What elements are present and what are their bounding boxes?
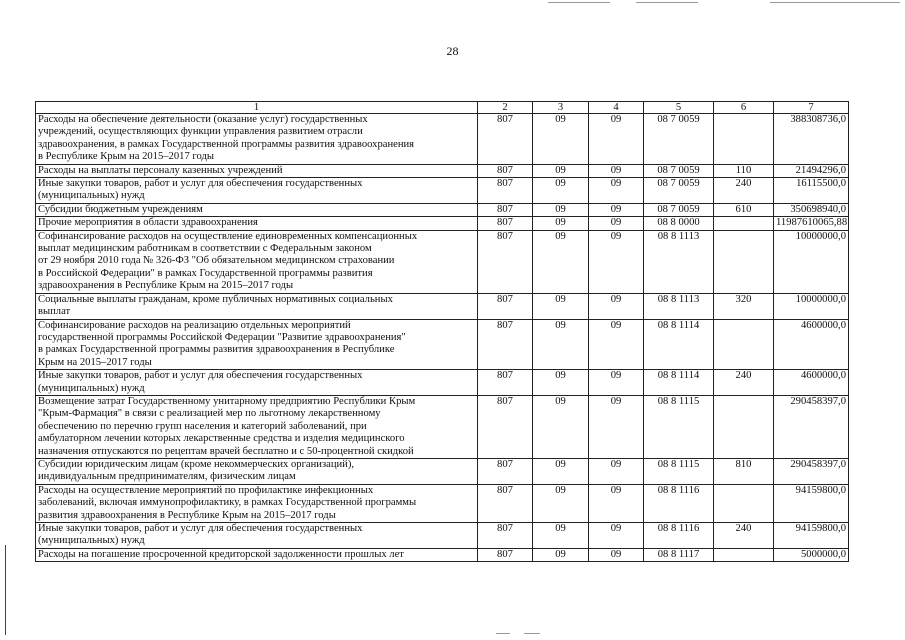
amount-cell: 21494296,0 <box>774 164 849 177</box>
target-article-cell: 08 8 1114 <box>644 370 714 396</box>
description-line: Социальные выплаты гражданам, кроме публичных нормативных социальных <box>38 293 393 305</box>
table-row <box>36 370 849 396</box>
expense-type-cell <box>714 548 774 561</box>
subsection-code-cell: 09 <box>589 484 644 522</box>
row-description <box>36 370 478 396</box>
section-code-cell: 09 <box>533 458 589 484</box>
section-code-cell: 09 <box>533 319 589 370</box>
expense-type-cell <box>714 484 774 522</box>
expense-type-cell: 810 <box>714 458 774 484</box>
table-row <box>36 178 849 204</box>
header-cell: 4 <box>589 102 644 114</box>
target-article-cell: 08 7 0059 <box>644 203 714 216</box>
row-description <box>36 319 478 370</box>
section-code-cell: 09 <box>533 293 589 319</box>
description-line: здравоохранения в Республике Крым на 2015–2017 годы <box>38 280 294 292</box>
description-line: назначения отпускаются по рецептам врачей бесплатно и с 50-процентной скидкой <box>38 445 414 457</box>
description-line: "Крым-Фармация" в связи с реализацией мер по льготному лекарственному <box>38 408 381 420</box>
table-row <box>36 203 849 216</box>
section-code-cell: 09 <box>533 484 589 522</box>
grbs-code-cell: 807 <box>478 395 533 458</box>
description-line: выплат <box>38 306 71 318</box>
header-cell: 6 <box>714 102 774 114</box>
amount-cell: 350698940,0 <box>774 203 849 216</box>
scan-left-mark <box>5 545 6 635</box>
table-row <box>36 523 849 549</box>
amount-cell: 290458397,0 <box>774 458 849 484</box>
section-code-cell: 09 <box>533 114 589 165</box>
section-code-cell: 09 <box>533 164 589 177</box>
page-number: 28 <box>446 44 459 58</box>
description-line: в Российской Федерации" в рамках Государственной программы развития <box>38 267 373 279</box>
description-line: Расходы на выплаты персоналу казенных учреждений <box>38 164 283 176</box>
target-article-cell: 08 8 1115 <box>644 458 714 484</box>
grbs-code-cell: 807 <box>478 164 533 177</box>
expense-type-cell <box>714 319 774 370</box>
expense-type-cell <box>714 395 774 458</box>
budget-table-body <box>36 102 849 562</box>
target-article-cell: 08 8 1116 <box>644 523 714 549</box>
description-line: (муниципальных) нужд <box>38 535 145 547</box>
table-row <box>36 548 849 561</box>
subsection-code-cell: 09 <box>589 217 644 230</box>
description-line: Возмещение затрат Государственному унитарному предприятию Республики Крым <box>38 395 416 407</box>
grbs-code-cell: 807 <box>478 484 533 522</box>
subsection-code-cell: 09 <box>589 523 644 549</box>
amount-cell: 10000000,0 <box>774 230 849 293</box>
grbs-code-cell: 807 <box>478 203 533 216</box>
header-cell: 2 <box>478 102 533 114</box>
amount-cell: 4600000,0 <box>774 370 849 396</box>
expense-type-cell <box>714 114 774 165</box>
description-line: Расходы на погашение просроченной кредиторской задолженности прошлых лет <box>38 548 404 560</box>
row-description <box>36 395 478 458</box>
section-code-cell: 09 <box>533 217 589 230</box>
target-article-cell: 08 7 0059 <box>644 164 714 177</box>
description-line: обеспечению по перечню групп населения и категорий заболеваний, при <box>38 420 367 432</box>
scan-top-rule <box>770 2 900 3</box>
description-line: выплат медицинским работникам в соответствии с Федеральным законом <box>38 243 372 255</box>
subsection-code-cell: 09 <box>589 114 644 165</box>
section-code-cell: 09 <box>533 230 589 293</box>
scan-bottom-rule <box>524 633 540 634</box>
grbs-code-cell: 807 <box>478 114 533 165</box>
section-code-cell: 09 <box>533 178 589 204</box>
description-line: от 29 ноября 2010 года № 326-ФЗ "Об обязательном медицинском страховании <box>38 255 395 267</box>
header-cell: 7 <box>774 102 849 114</box>
target-article-cell: 08 8 1117 <box>644 548 714 561</box>
table-row <box>36 217 849 230</box>
description-line: Иные закупки товаров, работ и услуг для обеспечения государственных <box>38 523 363 534</box>
subsection-code-cell: 09 <box>589 230 644 293</box>
section-code-cell: 09 <box>533 548 589 561</box>
description-line: учреждений, осуществляющих функции управления развитием отрасли <box>38 126 363 138</box>
table-header-row <box>36 102 849 114</box>
subsection-code-cell: 09 <box>589 319 644 370</box>
description-line: развития здравоохранения в Республике Крым на 2015–2017 годы <box>38 509 336 521</box>
amount-cell: 11987610065,88 <box>774 217 849 230</box>
target-article-cell: 08 8 1116 <box>644 484 714 522</box>
grbs-code-cell: 807 <box>478 217 533 230</box>
subsection-code-cell: 09 <box>589 548 644 561</box>
description-line: Софинансирование расходов на осуществление единовременных компенсационных <box>38 230 418 242</box>
row-description <box>36 458 478 484</box>
description-line: Прочие мероприятия в области здравоохранения <box>38 217 258 229</box>
table-row <box>36 458 849 484</box>
row-description <box>36 164 478 177</box>
description-line: Иные закупки товаров, работ и услуг для обеспечения государственных <box>38 178 363 190</box>
section-code-cell: 09 <box>533 370 589 396</box>
section-code-cell: 09 <box>533 203 589 216</box>
table-row <box>36 395 849 458</box>
header-cell: 3 <box>533 102 589 114</box>
description-line: Крым на 2015–2017 годы <box>38 356 152 368</box>
table-row <box>36 319 849 370</box>
target-article-cell: 08 8 1113 <box>644 230 714 293</box>
description-line: Субсидии бюджетным учреждениям <box>38 203 203 215</box>
grbs-code-cell: 807 <box>478 293 533 319</box>
scan-bottom-rule <box>496 633 510 634</box>
grbs-code-cell: 807 <box>478 523 533 549</box>
row-description <box>36 203 478 216</box>
target-article-cell: 08 7 0059 <box>644 178 714 204</box>
subsection-code-cell: 09 <box>589 178 644 204</box>
subsection-code-cell: 09 <box>589 370 644 396</box>
row-description <box>36 114 478 165</box>
table-row <box>36 484 849 522</box>
subsection-code-cell: 09 <box>589 293 644 319</box>
grbs-code-cell: 807 <box>478 548 533 561</box>
target-article-cell: 08 8 1113 <box>644 293 714 319</box>
table-row <box>36 114 849 165</box>
target-article-cell: 08 8 0000 <box>644 217 714 230</box>
expense-type-cell <box>714 217 774 230</box>
amount-cell: 16115500,0 <box>774 178 849 204</box>
row-description <box>36 217 478 230</box>
row-description <box>36 548 478 561</box>
header-cell: 1 <box>36 102 478 114</box>
table-row <box>36 164 849 177</box>
expense-type-cell: 240 <box>714 523 774 549</box>
section-code-cell: 09 <box>533 523 589 549</box>
subsection-code-cell: 09 <box>589 395 644 458</box>
amount-cell: 290458397,0 <box>774 395 849 458</box>
scan-top-rule <box>636 2 698 3</box>
row-description <box>36 523 478 549</box>
expense-type-cell: 240 <box>714 178 774 204</box>
description-line: Софинансирование расходов на реализацию отдельных мероприятий <box>38 319 351 331</box>
grbs-code-cell: 807 <box>478 458 533 484</box>
expense-type-cell: 320 <box>714 293 774 319</box>
description-line: Иные закупки товаров, работ и услуг для обеспечения государственных <box>38 370 363 382</box>
subsection-code-cell: 09 <box>589 458 644 484</box>
amount-cell: 5000000,0 <box>774 548 849 561</box>
expense-type-cell <box>714 230 774 293</box>
description-line: (муниципальных) нужд <box>38 190 145 202</box>
description-line: заболеваний, включая иммунопрофилактику, в рамках Государственной программы <box>38 497 417 509</box>
description-line: государственной программы Российской Федерации "Развитие здравоохранения" <box>38 331 406 343</box>
description-line: Субсидии юридическим лицам (кроме некоммерческих организаций), <box>38 458 355 470</box>
amount-cell: 94159800,0 <box>774 484 849 522</box>
scan-top-rule <box>548 2 610 3</box>
row-description <box>36 484 478 522</box>
target-article-cell: 08 7 0059 <box>644 114 714 165</box>
amount-cell: 94159800,0 <box>774 523 849 549</box>
description-line: здравоохранения, в рамках Государственной программы развития здравоохранения <box>38 138 415 150</box>
header-cell: 5 <box>644 102 714 114</box>
grbs-code-cell: 807 <box>478 230 533 293</box>
row-description <box>36 293 478 319</box>
table-row <box>36 230 849 293</box>
amount-cell: 10000000,0 <box>774 293 849 319</box>
description-line: Расходы на обеспечение деятельности (оказание услуг) государственных <box>38 114 368 125</box>
description-line: (муниципальных) нужд <box>38 382 145 394</box>
row-description <box>36 178 478 204</box>
row-description <box>36 230 478 293</box>
expense-type-cell: 240 <box>714 370 774 396</box>
target-article-cell: 08 8 1114 <box>644 319 714 370</box>
target-article-cell: 08 8 1115 <box>644 395 714 458</box>
subsection-code-cell: 09 <box>589 203 644 216</box>
grbs-code-cell: 807 <box>478 370 533 396</box>
grbs-code-cell: 807 <box>478 178 533 204</box>
section-code-cell: 09 <box>533 395 589 458</box>
expense-type-cell: 110 <box>714 164 774 177</box>
amount-cell: 4600000,0 <box>774 319 849 370</box>
description-line: в Республике Крым на 2015–2017 годы <box>38 151 214 163</box>
budget-table <box>35 101 849 562</box>
description-line: амбулаторном лечении которых лекарственные средства и изделия медицинского <box>38 433 405 445</box>
description-line: в рамках Государственной программы развития здравоохранения в Республике <box>38 344 395 356</box>
subsection-code-cell: 09 <box>589 164 644 177</box>
expense-type-cell: 610 <box>714 203 774 216</box>
description-line: индивидуальным предпринимателям, физическим лицам <box>38 471 296 483</box>
amount-cell: 388308736,0 <box>774 114 849 165</box>
grbs-code-cell: 807 <box>478 319 533 370</box>
table-row <box>36 293 849 319</box>
description-line: Расходы на осуществление мероприятий по профилактике инфекционных <box>38 484 374 496</box>
